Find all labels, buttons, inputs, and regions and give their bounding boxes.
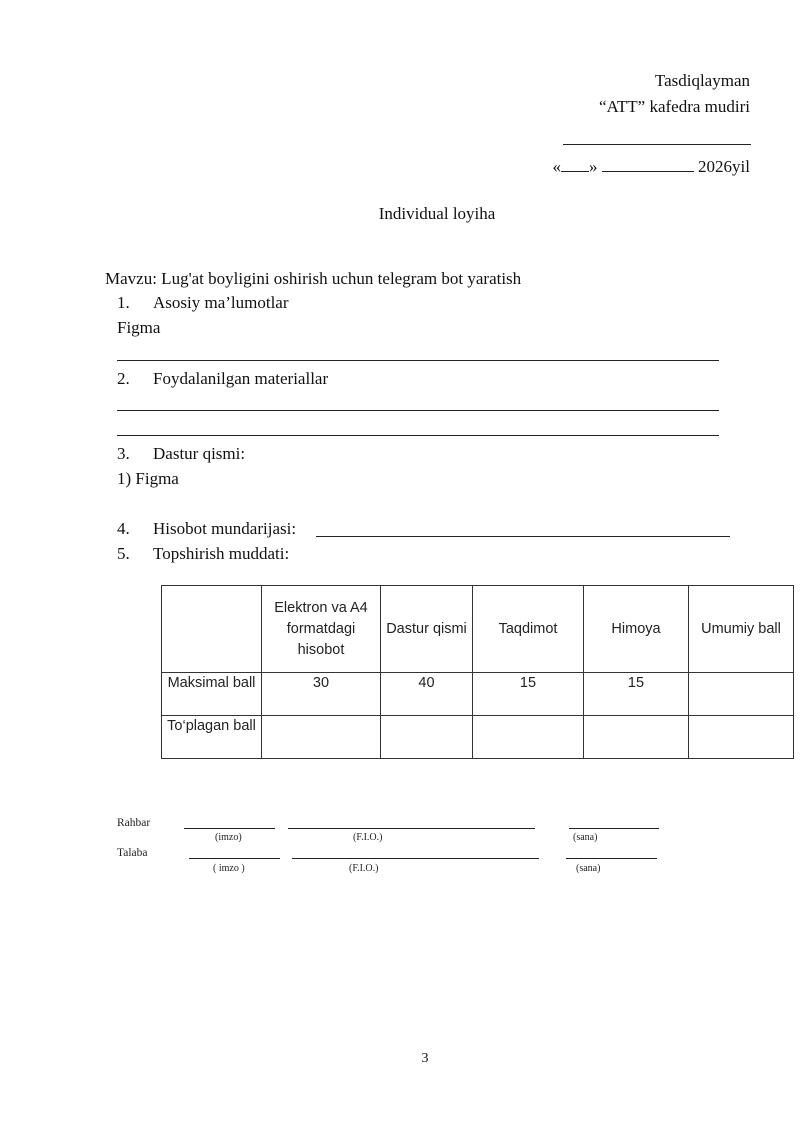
section-1-label: Asosiy ma’lumotlar <box>153 293 289 312</box>
row-label: To‘plagan ball <box>162 716 262 759</box>
table-header-cell: Dastur qismi <box>381 586 473 673</box>
table-cell[interactable] <box>262 716 381 759</box>
approval-signature-line <box>563 144 751 145</box>
topic-line: Mavzu: Lug'at boyligini oshirish uchun telegram bot yaratish <box>105 269 522 288</box>
grades-table <box>161 585 794 759</box>
rahbar-name-line <box>288 828 535 829</box>
table-cell[interactable] <box>584 716 689 759</box>
section-1-line <box>117 360 719 361</box>
page-number: 3 <box>421 1051 429 1066</box>
approval-year: 2026yil <box>698 157 750 176</box>
section-2-line-2 <box>117 435 719 436</box>
rahbar-signature-caption: (imzo) <box>215 832 242 843</box>
section-5-number: 5. <box>117 544 130 563</box>
date-open-quote: « <box>552 157 562 176</box>
section-3-label: Dastur qismi: <box>153 444 246 463</box>
table-header-cell: Umumiy ball <box>689 586 794 673</box>
section-2-label: Foydalanilgan materiallar <box>153 369 329 388</box>
section-3-number: 3. <box>117 444 130 463</box>
section-2-line-1 <box>117 410 719 411</box>
day-blank <box>561 156 589 172</box>
section-3-content: 1) Figma <box>117 469 179 488</box>
table-cell[interactable] <box>689 673 794 716</box>
table-cell[interactable] <box>689 716 794 759</box>
table-header-cell: Taqdimot <box>473 586 584 673</box>
month-blank <box>602 156 694 172</box>
rahbar-signature-line <box>184 828 275 829</box>
talaba-signature-line <box>189 858 280 859</box>
table-header-cell: Elektron va A4 formatdagi hisobot <box>262 586 381 673</box>
rahbar-date-line <box>569 828 659 829</box>
rahbar-date-caption: (sana) <box>573 832 598 843</box>
section-1-content: Figma <box>117 318 161 337</box>
rahbar-name-caption: (F.I.O.) <box>353 832 383 843</box>
table-cell[interactable]: 15 <box>584 673 689 716</box>
approval-position: “ATT” kafedra mudiri <box>598 97 750 116</box>
table-header-cell <box>162 586 262 673</box>
table-cell[interactable]: 15 <box>473 673 584 716</box>
row-label: Maksimal ball <box>162 673 262 716</box>
talaba-name-caption: (F.I.O.) <box>349 863 379 874</box>
date-close-quote: » <box>589 157 598 176</box>
talaba-name-line <box>292 858 539 859</box>
talaba-label: Talaba <box>117 847 148 859</box>
approval-title: Tasdiqlayman <box>654 71 750 90</box>
section-2-number: 2. <box>117 369 130 388</box>
talaba-date-caption: (sana) <box>576 863 601 874</box>
section-4-number: 4. <box>117 519 130 538</box>
table-header-row <box>162 586 794 673</box>
table-cell[interactable]: 40 <box>381 673 473 716</box>
talaba-signature-caption: ( imzo ) <box>213 863 245 874</box>
table-cell[interactable] <box>381 716 473 759</box>
talaba-date-line <box>566 858 657 859</box>
section-5-label: Topshirish muddati: <box>153 544 290 563</box>
document-title: Individual loyiha <box>378 204 496 223</box>
section-4-label: Hisobot mundarijasi: <box>153 519 297 538</box>
section-1-number: 1. <box>117 293 130 312</box>
section-4-line <box>316 536 730 537</box>
approval-date <box>553 156 750 177</box>
rahbar-label: Rahbar <box>117 817 151 829</box>
table-cell[interactable] <box>473 716 584 759</box>
table-row <box>162 716 794 759</box>
table-header-cell: Himoya <box>584 586 689 673</box>
table-row <box>162 673 794 716</box>
table-cell[interactable]: 30 <box>262 673 381 716</box>
